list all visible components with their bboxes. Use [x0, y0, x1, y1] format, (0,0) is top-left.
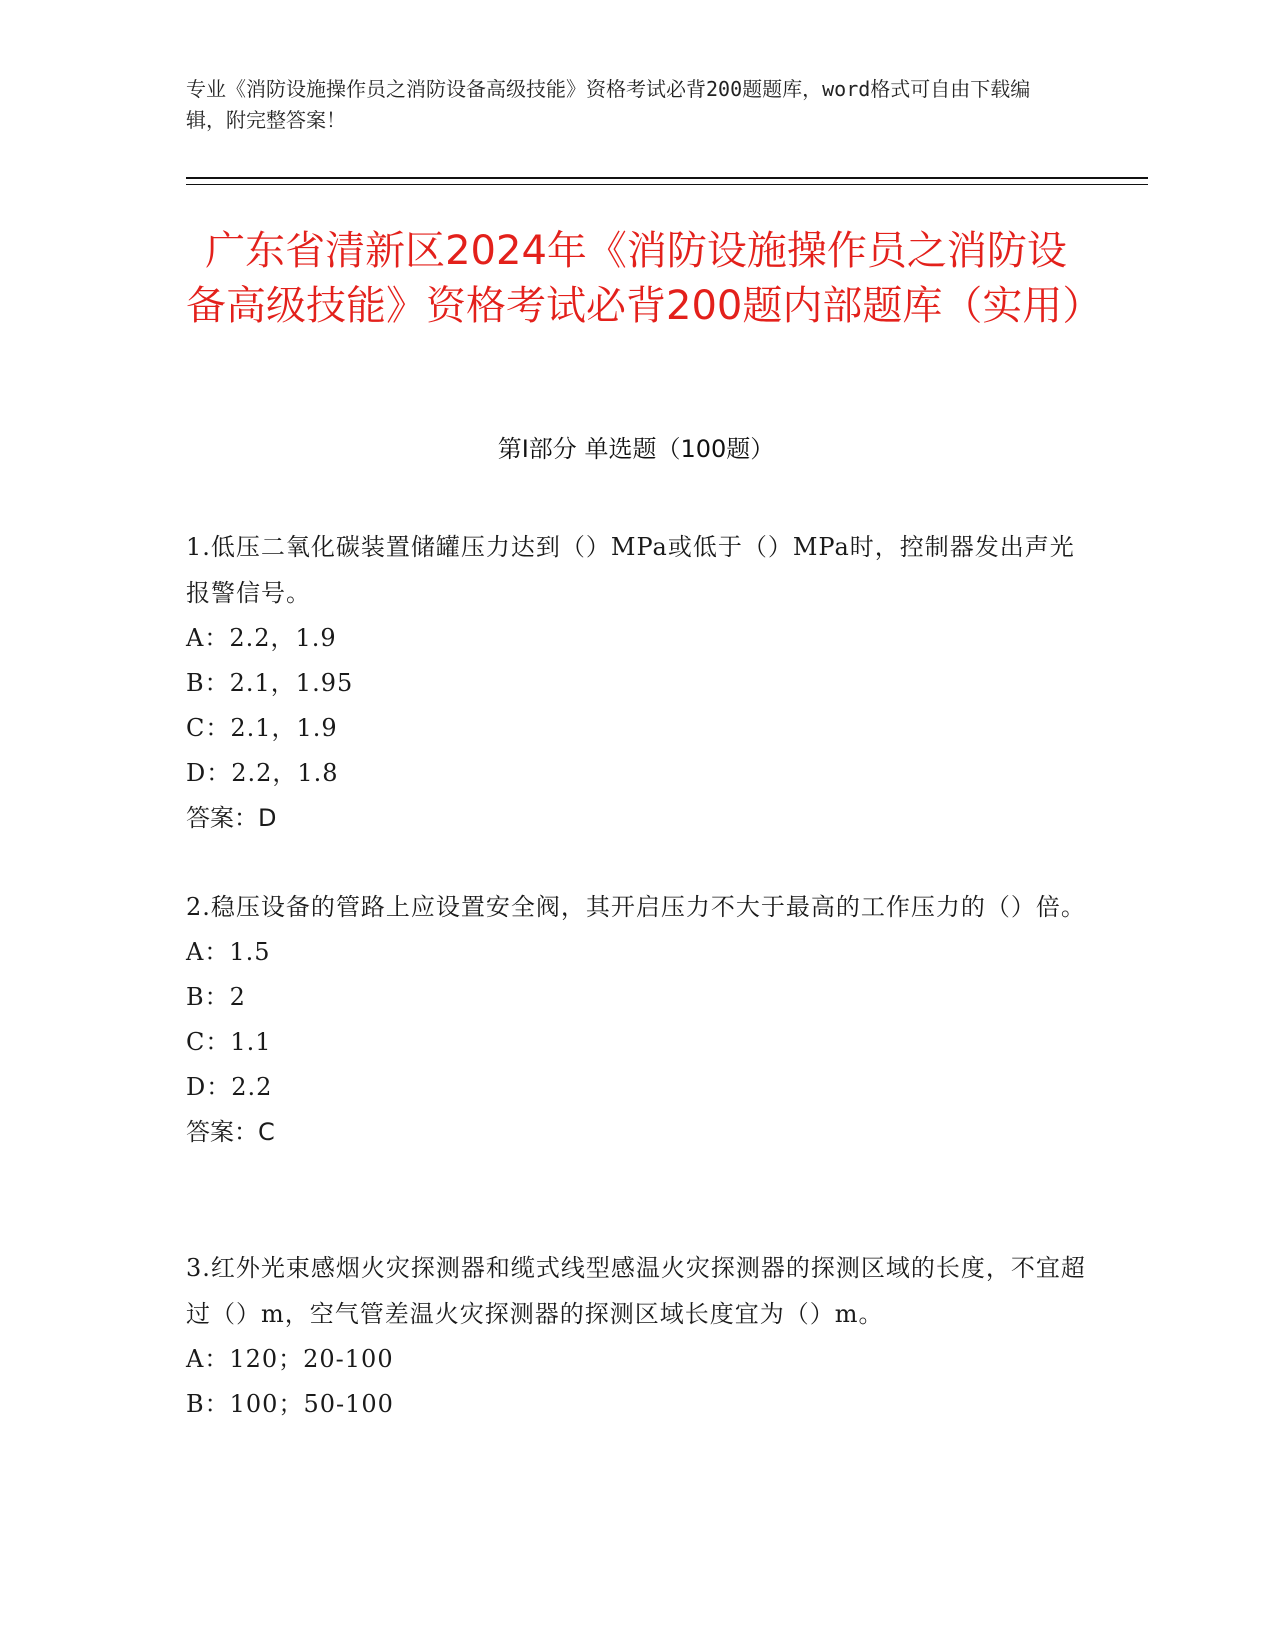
question-3: [186, 1245, 1086, 1427]
question-stem: 2.稳压设备的管路上应设置安全阀，其开启压力不大于最高的工作压力的（）倍。: [186, 893, 1086, 921]
section-heading: 第Ⅰ部分 单选题（100题）: [497, 435, 775, 463]
option-a: A：1.5: [186, 938, 271, 966]
option-c: C：2.1，1.9: [186, 714, 338, 742]
question-stem: 3.红外光束感烟火灾探测器和缆式线型感温火灾探测器的探测区域的长度，不宜超过（）m，空气管差温火灾探测器的探测区域长度宜为（）m。: [186, 1254, 1086, 1328]
option-d: D：2.2，1.8: [186, 759, 339, 787]
option-b: B：100；50-100: [186, 1390, 394, 1418]
option-a: A：2.2，1.9: [186, 624, 337, 652]
question-stem: 1.低压二氧化碳装置储罐压力达到（）MPa或低于（）MPa时，控制器发出声光报警信号。: [186, 533, 1075, 607]
question-1: [186, 524, 1086, 841]
option-d: D：2.2: [186, 1073, 273, 1101]
option-b: B：2.1，1.95: [186, 669, 354, 697]
answer: 答案：D: [186, 804, 277, 832]
option-a: A：120；20-100: [186, 1345, 394, 1373]
question-2: [186, 884, 1086, 1155]
answer: 答案：C: [186, 1118, 275, 1146]
header-divider-thin: [186, 184, 1148, 185]
option-b: B：2: [186, 983, 246, 1011]
header-divider-thick: [186, 177, 1148, 179]
option-c: C：1.1: [186, 1028, 272, 1056]
document-title: 广东省清新区2024年《消防设施操作员之消防设备高级技能》资格考试必背200题内部题库（实用）: [186, 228, 1103, 329]
header-note: 专业《消防设施操作员之消防设备高级技能》资格考试必背200题题库，word格式可自由下载编辑，附完整答案！: [186, 77, 1031, 132]
